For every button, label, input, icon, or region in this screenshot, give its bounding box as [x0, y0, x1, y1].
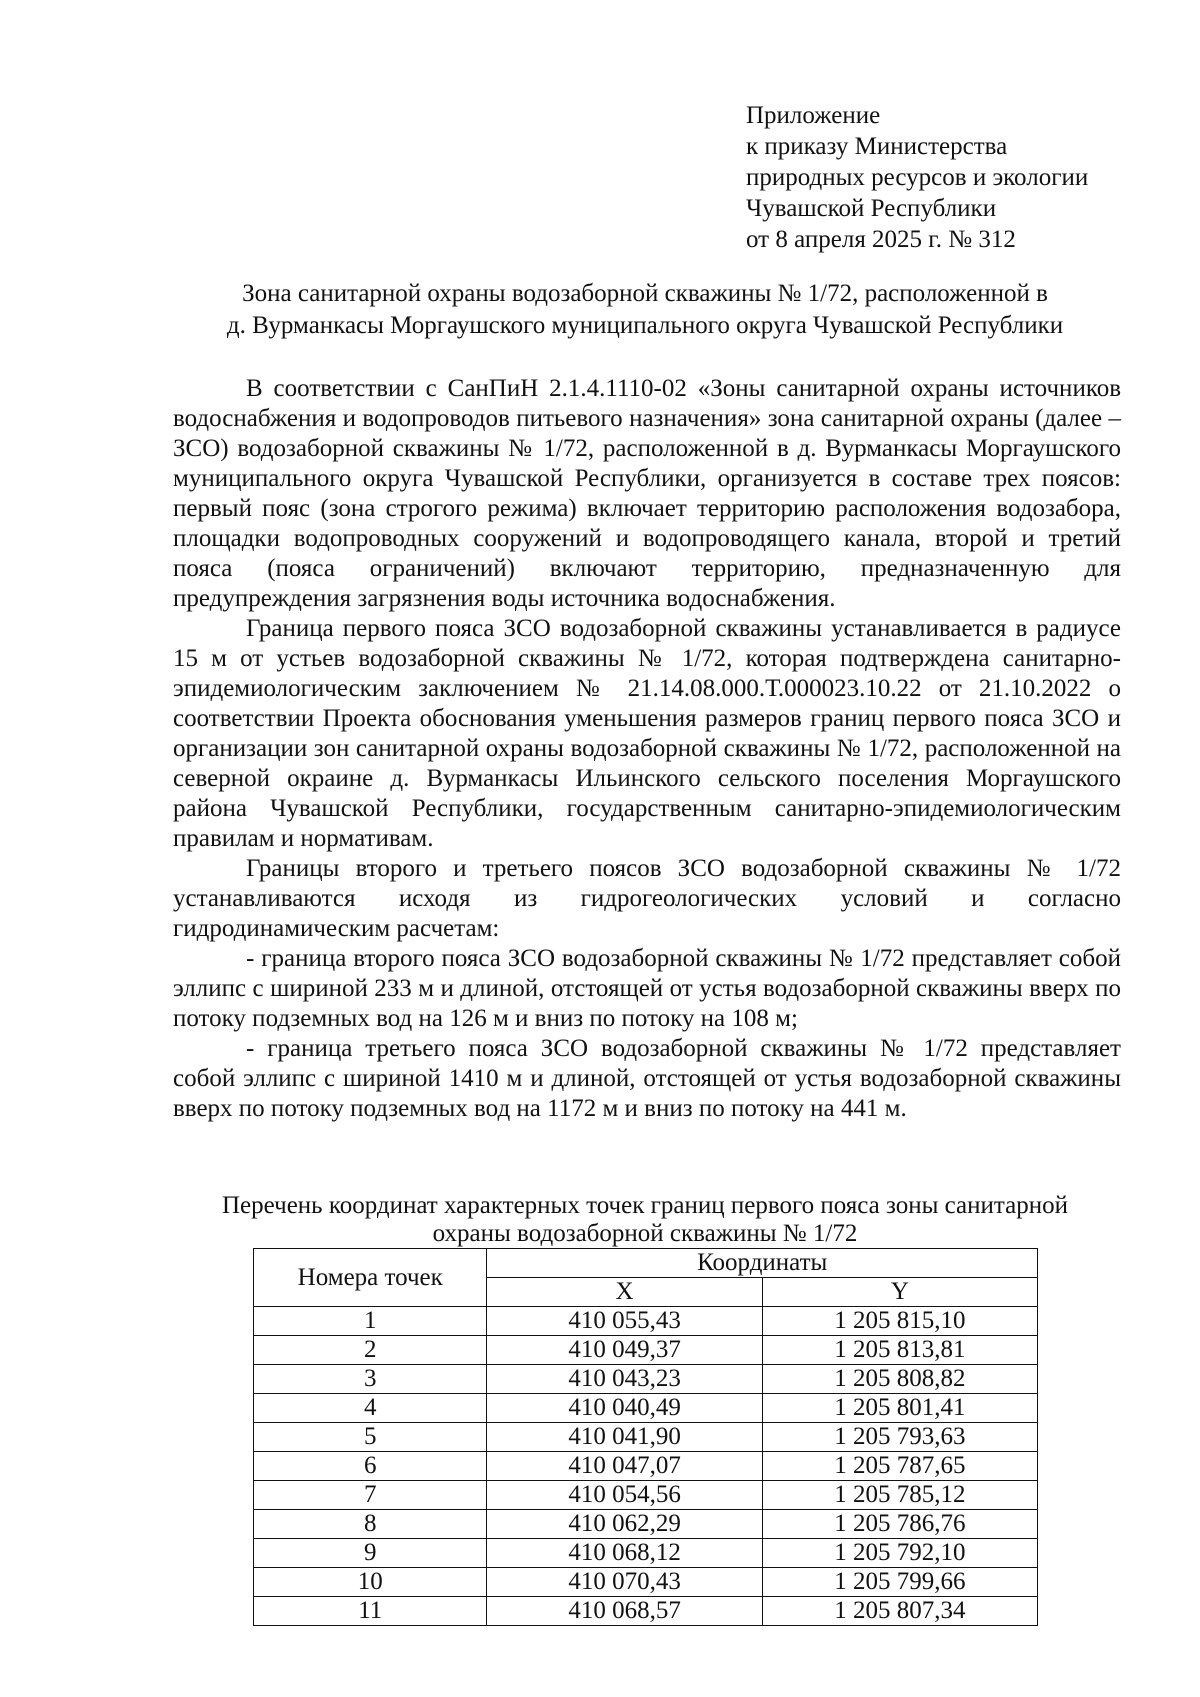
- table-row: [254, 1539, 1038, 1568]
- coord-x: 410 054,56: [487, 1481, 762, 1510]
- appendix-line: природных ресурсов и экологии: [746, 164, 1089, 191]
- table-row: [254, 1365, 1038, 1394]
- table-row: [254, 1510, 1038, 1539]
- point-number: 1: [254, 1307, 487, 1336]
- table-row: [254, 1336, 1038, 1365]
- paragraph: Границы второго и третьего поясов ЗСО водозаборной скважины № 1/72 устанавливаются исходя из гидрогеологических условий и согласно гидродинамическим расчетам:: [173, 855, 1121, 942]
- header-point-numbers: Номера точек: [254, 1249, 487, 1307]
- point-number: 7: [254, 1481, 487, 1510]
- point-number: 4: [254, 1394, 487, 1423]
- coord-x: 410 070,43: [487, 1568, 762, 1597]
- paragraph: - граница третьего пояса ЗСО водозаборной скважины № 1/72 представляет собой эллипс с шириной 1410 м и длиной, отстоящей от устья водозаборной скважины вверх по потоку подземных вод на 1172 м и вниз по потоку на 441 м.: [173, 1035, 1121, 1122]
- title-line: д. Вурманкасы Моргаушского муниципального округа Чувашской Республики: [226, 312, 1064, 339]
- point-number: 10: [254, 1568, 487, 1597]
- coord-x: 410 047,07: [487, 1452, 762, 1481]
- appendix-line: Приложение: [746, 102, 881, 129]
- coord-y: 1 205 801,41: [762, 1394, 1037, 1423]
- table-row: [254, 1307, 1038, 1336]
- coord-y: 1 205 793,63: [762, 1423, 1037, 1452]
- document-title: [160, 278, 1130, 342]
- coord-y: 1 205 792,10: [762, 1539, 1037, 1568]
- coord-y: 1 205 813,81: [762, 1336, 1037, 1365]
- coordinates-table: [253, 1248, 1038, 1626]
- header-x: X: [487, 1278, 762, 1307]
- coord-y: 1 205 787,65: [762, 1452, 1037, 1481]
- table-row: [254, 1481, 1038, 1510]
- point-number: 6: [254, 1452, 487, 1481]
- coord-x: 410 041,90: [487, 1423, 762, 1452]
- body-text: [173, 374, 1121, 1124]
- point-number: 9: [254, 1539, 487, 1568]
- title-line: Зона санитарной охраны водозаборной скважины № 1/72, расположенной в: [242, 280, 1048, 307]
- coord-y: 1 205 799,66: [762, 1568, 1037, 1597]
- coord-y: 1 205 785,12: [762, 1481, 1037, 1510]
- coord-x: 410 040,49: [487, 1394, 762, 1423]
- coord-x: 410 062,29: [487, 1510, 762, 1539]
- caption-line: Перечень координат характерных точек границ первого пояса зоны санитарной: [222, 1192, 1068, 1219]
- table-row: [254, 1423, 1038, 1452]
- point-number: 8: [254, 1510, 487, 1539]
- point-number: 3: [254, 1365, 487, 1394]
- coord-x: 410 068,57: [487, 1597, 762, 1626]
- paragraph: В соответствии с СанПиН 2.1.4.1110-02 «Зоны санитарной охраны источников водоснабжения и водопроводов питьевого назначения» зона санитарной охраны (далее – ЗСО) водозаборной скважины № 1/72, расположенной в д. Вурманкасы Моргаушского муниципального округа Чувашской Республики, организуется в составе трех поясов: первый пояс (зона строгого режима) включает территорию расположения водозабора, площадки водопроводных сооружений и водопроводящего канала, второй и третий пояса (пояса ограничений) включают территорию, предназначенную для предупреждения загрязнения воды источника водоснабжения.: [173, 375, 1121, 612]
- point-number: 5: [254, 1423, 487, 1452]
- header-coordinates: Координаты: [487, 1249, 1038, 1278]
- paragraph: - граница второго пояса ЗСО водозаборной скважины № 1/72 представляет собой эллипс с шириной 233 м и длиной, отстоящей от устья водозаборной скважины вверх по потоку подземных вод на 126 м и вниз по потоку на 108 м;: [173, 945, 1121, 1032]
- appendix-block: [746, 100, 1088, 255]
- table-caption: [160, 1192, 1130, 1248]
- table-row: [254, 1394, 1038, 1423]
- table-row: [254, 1597, 1038, 1626]
- appendix-line: Чувашской Республики: [746, 195, 997, 222]
- table-header-row: [254, 1249, 1038, 1278]
- paragraph: Граница первого пояса ЗСО водозаборной скважины устанавливается в радиусе 15 м от устьев водозаборной скважины № 1/72, которая подтверждена санитарно-эпидемиологическим заключением № 21.14.08.000.Т.000023.10.22 от 21.10.2022 о соответствии Проекта обоснования уменьшения размеров границ первого пояса ЗСО и организации зон санитарной охраны водозаборной скважины № 1/72, расположенной на северной окраине д. Вурманкасы Ильинского сельского поселения Моргаушского района Чувашской Республики, государственным санитарно-эпидемиологическим правилам и нормативам.: [173, 615, 1121, 852]
- header-y: Y: [762, 1278, 1037, 1307]
- coord-x: 410 055,43: [487, 1307, 762, 1336]
- caption-line: охраны водозаборной скважины № 1/72: [432, 1220, 858, 1247]
- coord-y: 1 205 807,34: [762, 1597, 1037, 1626]
- coord-y: 1 205 786,76: [762, 1510, 1037, 1539]
- table-row: [254, 1568, 1038, 1597]
- coord-x: 410 068,12: [487, 1539, 762, 1568]
- coord-y: 1 205 815,10: [762, 1307, 1037, 1336]
- table-row: [254, 1452, 1038, 1481]
- coord-y: 1 205 808,82: [762, 1365, 1037, 1394]
- appendix-line: от 8 апреля 2025 г. № 312: [746, 226, 1016, 253]
- point-number: 11: [254, 1597, 487, 1626]
- point-number: 2: [254, 1336, 487, 1365]
- coord-x: 410 049,37: [487, 1336, 762, 1365]
- appendix-line: к приказу Министерства: [746, 133, 1008, 160]
- coord-x: 410 043,23: [487, 1365, 762, 1394]
